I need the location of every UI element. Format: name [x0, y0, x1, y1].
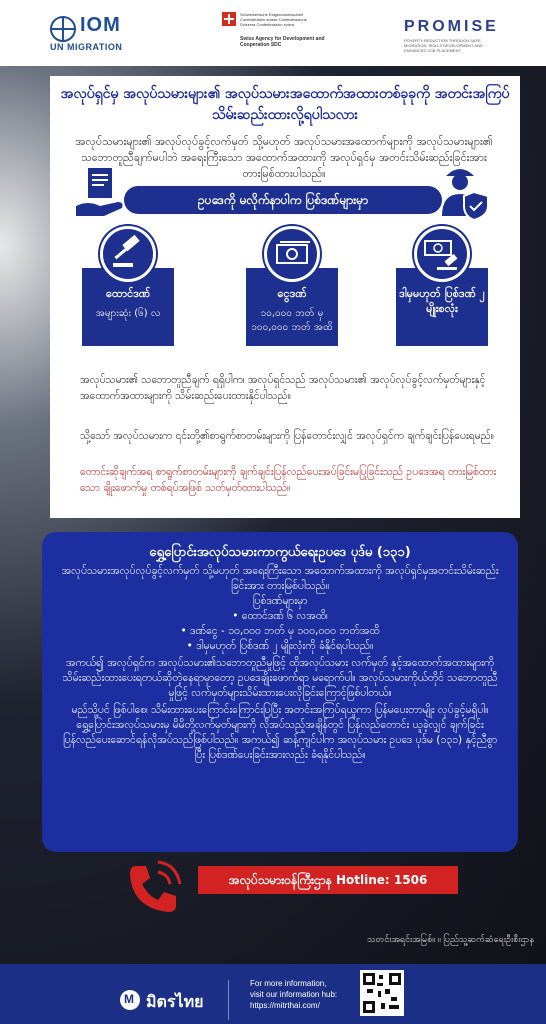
sdc-confederation-text: Schweizerische Eidgenossenschaft Confédération suisse Confederazione Svizzera Confederaziun svizra [240, 12, 307, 27]
worker-shield-icon [436, 160, 492, 222]
footer-url-link[interactable]: https://mitrthai.com/ [250, 1001, 320, 1010]
law-text-3: မည်သို့ပင် ဖြစ်ပါစေ၊ သိမ်းထားပေးကြောင်းကြောင်းပြပြီး အတင်းအကြပ်ရယူကာ ပြန်မပေးတာမျိုး လုပ်ခွင့်မရှိပါ။ ရွှေ့ပြောင်းအလုပ်သမားမှ မိမိတို့လက်မှတ်များကို လိုအပ်သည့်အချိန်တွင် ပြန်လည်တောင်း ယူခဲ့လျှင် ချက်ခြင်းပြန်လည်ပေးဆောင်ရန်လိုအပ်သည်ဖြစ်ပါသည်။ အကယ်၍ ဆန့်ကျင်ပါက အလုပ်သမား ဥပဒေ ပုဒ်မ (၁၃၁) နှင့်ညီစွာပြီး ပြစ်ဒဏ်ပေးခြင်းအားလည်း ခံရနိုင်ပါသည်။ [62, 704, 498, 761]
source-credit: သတင်းအရင်းအမြစ်။ ။ ပြည်သူ့ဆက်ဆံရေးဦးစီးဌာန [366, 935, 534, 945]
main-panel [0, 66, 546, 964]
footer [0, 964, 546, 1024]
law-section-box [42, 532, 518, 852]
mitrthai-logo-text: มิตรไทย [146, 992, 204, 1011]
penalty-title: ထောင်ဒဏ် [105, 287, 151, 300]
globe-icon [50, 16, 76, 42]
money-gavel-icon [414, 226, 470, 282]
penalty-detail: အများဆုံး (၆) လ [95, 308, 161, 319]
mitrthai-logo-icon [120, 990, 140, 1010]
law-title: ရွှေ့ပြောင်းအလုပ်သမားကာကွယ်ရေးဥပဒေ ပုဒ်မ (၁၃၁) [149, 545, 411, 560]
footer-divider [228, 980, 229, 1020]
penalty-title: ဒါမှမဟုတ် ပြစ်ဒဏ် ၂ မျိုးစလုံး [399, 287, 485, 315]
partner-logos [0, 0, 546, 66]
penalties-heading-pill: ဥပဒေကို မလိုက်နာပါက ပြစ်ဒဏ်များမှာ [124, 186, 442, 214]
footer-info-line: For more information, [250, 979, 327, 988]
sdc-logo [222, 12, 332, 56]
penalty-title: ငွေဒဏ် [277, 287, 307, 300]
promise-subtitle: POVERTY REDUCTION THROUGH SAFE MIGRATION, SKILLS DEVELOPMENT AND ENHANCED JOB PLACEMENT [404, 38, 483, 53]
phone-icon [122, 858, 182, 918]
law-list-item: • ထောင်ဒဏ် ၆ လအထိ၊ [232, 610, 328, 622]
law-list-item: • ဒါမှမဟုတ် ပြစ်ဒဏ် ၂ မျိုးလုံးကို ခံနိုင်ရပါသည်။ [186, 640, 374, 652]
promise-name: PROMISE [404, 18, 499, 35]
money-icon [264, 226, 320, 282]
penalty-tile-fine [246, 226, 338, 346]
card-title: အလုပ်ရှင်မှ အလုပ်သမားများ၏ အလုပ်သမားအထောက်အထားတစ်ခုခုကို အတင်းအကြပ်သိမ်းဆည်းထားလို့ရပါသလား [60, 86, 510, 123]
penalty-detail: ၁၀,၀၀၀ ဘတ် မှ ၁၀၀,၀၀၀ ဘတ် အထိ [251, 308, 333, 333]
iom-subtitle: UN MIGRATION [50, 42, 123, 52]
promise-logo [404, 18, 504, 54]
swiss-flag-icon [222, 12, 236, 26]
footer-info-line: visit our information hub: [250, 990, 338, 999]
penalty-tile-both [396, 226, 488, 346]
info-card [50, 76, 520, 518]
gavel-icon [100, 226, 156, 282]
penalty-heading: ပြစ်ဒဏ်များမှာ [252, 595, 308, 607]
iom-logo [50, 14, 170, 52]
law-text-1: အလုပ်သမားအလုပ်လုပ်ခွင့်လက်မှတ် သို့မဟုတ် အရေးကြီးသော အထောက်အထားကို အလုပ်ရှင်မှအတင်းသိမ်းဆည်းခြင်းအား တားမြစ်ပါသည်။ [61, 565, 499, 592]
footer-info [250, 978, 337, 1011]
penalty-tile-prison [82, 226, 174, 346]
violation-warning: တောင်းဆိုချက်အရ စာရွက်စာတမ်းများကို ချက်ချင်းပြန်လည်ပေးအပ်ခြင်းမပြုခြင်းသည် ဥပဒေအရ တားမြစ်ထားသော ချိုးဖောက်မှု တစ်ရပ်အဖြစ် သတ်မှတ်ထားပါသည်။ [80, 466, 496, 494]
return-paragraph: သို့သော် အလုပ်သမားက ၎င်းတို့၏စာရွက်စာတမ်းများကို ပြန်တောင်းလျှင် အလုပ်ရှင်က ချက်ချင်းပြန်ပေးရမည်။ [80, 430, 494, 442]
law-text-2: အကယ်၍ အလုပ်ရှင်က အလုပ်သမား၏သဘောတူညီမှုဖြင့် ထိုအလုပ်သမား လက်မှတ် နှင့်အထောက်အထားများကို သိမ်းဆည်းထားပေးရတယ်ဆိုတဲ့နေရာမှာတော့ ဥပဒေချိုးဖောက်ရာ မရောက်ပါ။ အလုပ်သမားကိုယ်တိုင် သဘောတူညီမှုဖြင့် လက်မှတ်များသိမ်းထားပေးလိုခြင်းကြောင့်ဖြစ်ပါတယ်။ [62, 657, 498, 699]
law-list-item: • ဒဏ်ငွေ - ၁၀,၀၀၀ ဘတ် မှ ၁၀၀,၀၀၀ ဘတ်အထိ [180, 625, 380, 637]
consent-paragraph: အလုပ်သမား၏ သဘောတူညီချက် ရရှိပါက၊ အလုပ်ရှင်သည် အလုပ်သမား၏ အလုပ်လုပ်ခွင့်လက်မှတ်များနှင့် အထောက်အထားများကို သိမ်းဆည်းပေးထားနိုင်ပါသည်။ [80, 374, 486, 402]
document-hand-icon [74, 166, 126, 222]
card-intro: အလုပ်သမားများ၏ အလုပ်လုပ်ခွင့်လက်မှတ် သို့မဟုတ် အလုပ်သမားအထောက်များကို အလုပ်သမားများ၏ သဘောတူညီချက်မပါဘဲ အရေးကြီးသော အထောက်အထားကို အလုပ်ရှင်မှ အတင်းသိမ်းဆည်းခြင်းအား တားမြစ်ထားပါသည်။ [75, 135, 493, 180]
sdc-agency-text: Swiss Agency for Development and Cooperation SDC [240, 36, 325, 48]
hotline-banner: အလုပ်သမားဝန်ကြီးဌာန Hotline: 1506 [198, 866, 458, 894]
qr-code-icon[interactable] [360, 970, 404, 1016]
iom-name: IOM [80, 14, 121, 36]
